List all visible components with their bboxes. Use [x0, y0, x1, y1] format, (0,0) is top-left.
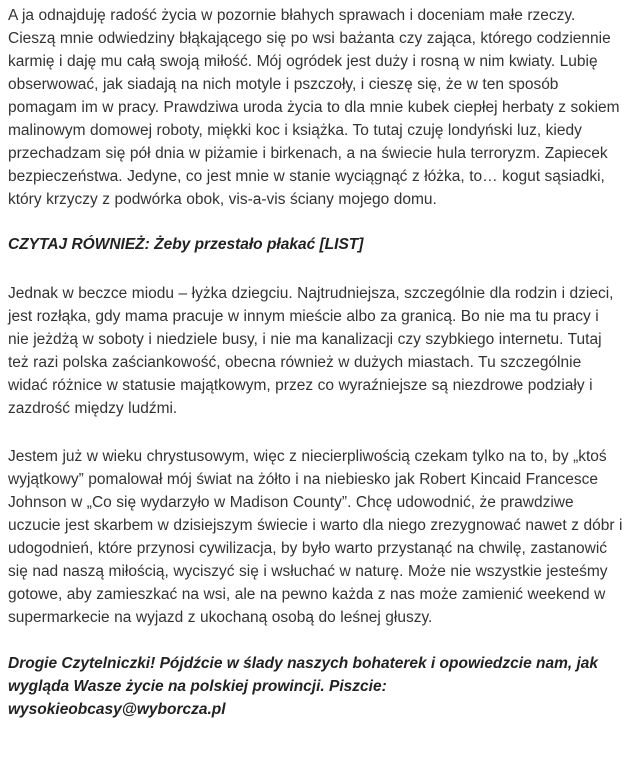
closing-note: [8, 652, 623, 721]
article-body: [8, 0, 623, 721]
read-also-link[interactable]: Żeby przestało płakać [LIST]: [154, 236, 364, 253]
paragraph-2: Jednak w beczce miodu – łyżka dziegciu. Najtrudniejsza, szczególnie dla rodzin i dzieci, jest rozłąka, gdy mama pracuje w innym mieście albo za granicą. Bo nie ma tu pracy i nie jeżdżą w soboty i niedziele busy, i nie ma kanalizacji czy szybkiego internetu. Tutaj też razi polska zaściankowość, obecna również w dużych miastach. Tu szczególnie widać różnice w statusie majątkowym, przez co wyraźniejsze są niezdrowe podziały i zazdrość między ludźmi.: [8, 285, 614, 417]
read-also-label: CZYTAJ RÓWNIEŻ:: [8, 236, 150, 253]
closing-text: Drogie Czytelniczki! Pójdźcie w ślady naszych bohaterek i opowiedzcie nam, jak wygląda Wasze życie na polskiej prowincji. Piszcie:: [8, 655, 599, 695]
email-link[interactable]: wysokieobcasy@wyborcza.pl: [8, 701, 226, 718]
paragraph-1: A ja odnajduję radość życia w pozornie błahych sprawach i doceniam małe rzeczy. Cieszą mnie odwiedziny błąkającego się po wsi bażanta czy zająca, którego codziennie karmię i daję mu całą swoją miłość. Mój ogródek jest duży i rosną w nim kwiaty. Lubię obserwować, jak siadają na nich motyle i pszczoły, i cieszę się, że w ten sposób pomagam im w pracy. Prawdziwa uroda życia to dla mnie kubek ciepłej herbaty z sokiem malinowym domowej roboty, miękki koc i książka. To tutaj czuję londyński luz, kiedy przechadzam się pół dnia w piżamie i birkenach, a na świecie hula terroryzm. Zapiecek bezpieczeństwa. Jedyne, co jest mnie w stanie wyciągnąć z łóżka, to… kogut sąsiadki, który krzyczy z podwórka obok, vis-a-vis ściany mojego domu.: [8, 7, 620, 208]
paragraph-3: Jestem już w wieku chrystusowym, więc z niecierpliwością czekam tylko na to, by „ktoś wyjątkowy” pomalował mój świat na żółto i na niebiesko jak Robert Kincaid Francesce Johnson w „Co się wydarzyło w Madison County”. Chcę udowodnić, że prawdziwe uczucie jest skarbem w dzisiejszym świecie i warto dla niego zrezygnować nawet z dóbr i udogodnień, które przynosi cywilizacja, by było warto przystanąć na chwilę, zastanowić się nad naszą miłością, wyciszyć się i wsłuchać w naturę. Może nie wszystkie jesteśmy gotowe, aby zamieszkać na wsi, ale na pewno każda z nas może zamienić weekend w supermarkecie na wyjazd z ukochaną osobą do leśnej głuszy.: [8, 448, 623, 626]
read-also-callout: [8, 233, 623, 256]
